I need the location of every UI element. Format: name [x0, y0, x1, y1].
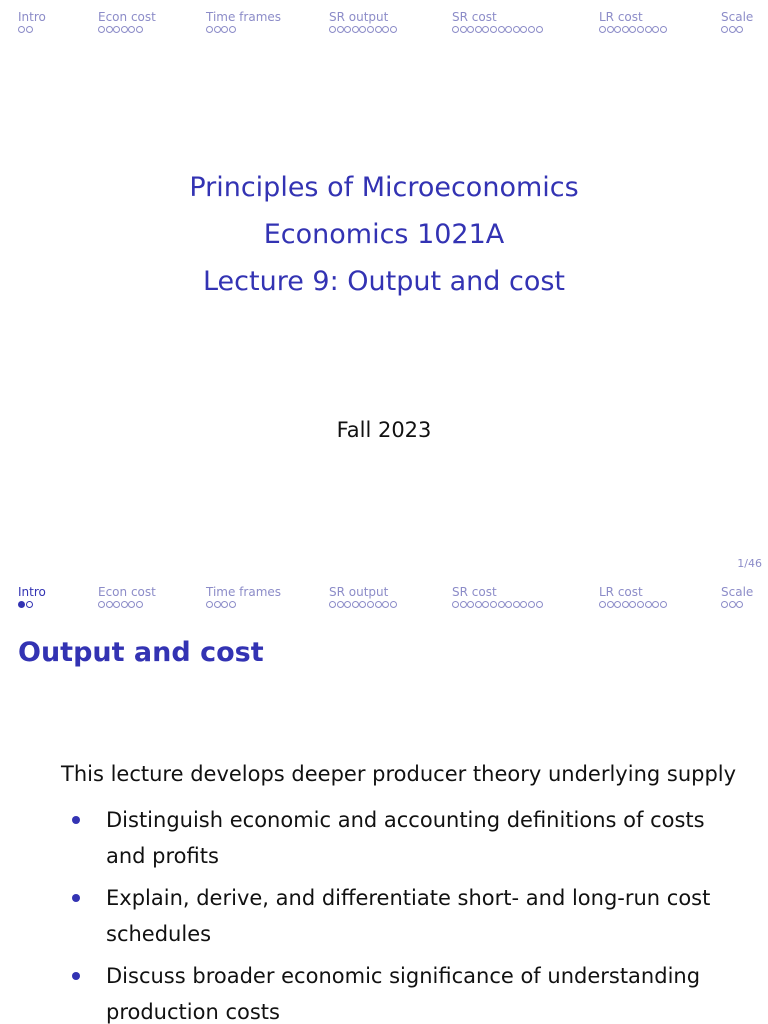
nav-section-sr-cost[interactable]: [452, 585, 543, 609]
frame-dot-icon[interactable]: [520, 601, 527, 608]
frame-dot-icon[interactable]: [128, 26, 135, 33]
list-item: [72, 802, 722, 874]
frame-dot-icon[interactable]: [513, 26, 520, 33]
page-number: 1/46: [737, 557, 762, 570]
bullet-list: [72, 802, 722, 1024]
nav-frame-dots: [452, 599, 543, 609]
frame-dot-icon[interactable]: [452, 601, 459, 608]
nav-section-label[interactable]: Scale: [721, 10, 754, 24]
nav-section-label[interactable]: SR output: [329, 10, 389, 24]
nav-section-lr-cost[interactable]: [599, 10, 667, 34]
frame-dot-icon[interactable]: [136, 26, 143, 33]
frame-dot-icon[interactable]: [536, 26, 543, 33]
presentation-title: [0, 164, 768, 305]
frame-dot-icon[interactable]: [337, 601, 344, 608]
frame-dot-icon[interactable]: [721, 26, 728, 33]
frame-dot-icon[interactable]: [482, 601, 489, 608]
frame-dot-icon[interactable]: [482, 26, 489, 33]
frame-dot-icon[interactable]: [607, 26, 614, 33]
frame-dot-icon[interactable]: [645, 26, 652, 33]
nav-section-time-frames[interactable]: [206, 10, 281, 34]
nav-section-label[interactable]: LR cost: [599, 585, 643, 599]
frame-dot-icon[interactable]: [329, 26, 336, 33]
frame-dot-icon[interactable]: [136, 601, 143, 608]
frame-dot-icon[interactable]: [614, 601, 621, 608]
frame-dot-icon[interactable]: [359, 601, 366, 608]
frame-dot-icon[interactable]: [382, 26, 389, 33]
term-date: Fall 2023: [336, 418, 432, 442]
frame-dot-icon[interactable]: [390, 26, 397, 33]
frame-dot-icon[interactable]: [652, 26, 659, 33]
frame-dot-icon[interactable]: [390, 601, 397, 608]
frame-dot-icon[interactable]: [505, 26, 512, 33]
nav-section-label[interactable]: Scale: [721, 585, 754, 599]
nav-section-label[interactable]: Time frames: [206, 585, 282, 599]
nav-section-label[interactable]: SR output: [329, 585, 389, 599]
frame-dot-icon[interactable]: [729, 601, 736, 608]
frame-dot-icon[interactable]: [528, 601, 535, 608]
nav-frame-dots: [18, 24, 46, 34]
frame-dot-icon[interactable]: [367, 26, 374, 33]
frame-dot-icon[interactable]: [352, 601, 359, 608]
frame-dot-icon[interactable]: [498, 26, 505, 33]
frame-dot-icon[interactable]: [106, 601, 113, 608]
nav-frame-dots: [599, 599, 667, 609]
nav-section-sr-output[interactable]: [329, 585, 397, 609]
nav-frame-dots: [452, 24, 543, 34]
lecture-title: Lecture 9: Output and cost: [202, 266, 566, 297]
frame-dot-icon[interactable]: [128, 601, 135, 608]
nav-frame-dots: [329, 24, 397, 34]
nav-frame-dots: [329, 599, 397, 609]
frame-dot-icon[interactable]: [214, 601, 221, 608]
frame-dot-icon[interactable]: [214, 26, 221, 33]
frame-dot-icon[interactable]: [599, 26, 606, 33]
nav-section-sr-output[interactable]: [329, 10, 397, 34]
nav-frame-dots: [599, 24, 667, 34]
frame-dot-icon[interactable]: [98, 601, 105, 608]
frame-dot-icon[interactable]: [344, 26, 351, 33]
frame-dot-icon[interactable]: [645, 601, 652, 608]
frame-dot-icon[interactable]: [729, 26, 736, 33]
frame-dot-icon[interactable]: [622, 601, 629, 608]
frame-dot-icon[interactable]: [520, 26, 527, 33]
frame-dot-icon[interactable]: [599, 601, 606, 608]
bullet-icon: [72, 972, 80, 980]
nav-section-label[interactable]: Econ cost: [98, 585, 156, 599]
nav-section-econ-cost[interactable]: [98, 585, 156, 609]
nav-frame-dots: [721, 24, 753, 34]
frame-dot-icon[interactable]: [229, 601, 236, 608]
frame-dot-icon[interactable]: [660, 601, 667, 608]
nav-section-scale[interactable]: [721, 585, 753, 609]
frame-dot-icon[interactable]: [614, 26, 621, 33]
frame-dot-icon[interactable]: [721, 601, 728, 608]
frame-dot-icon[interactable]: [367, 601, 374, 608]
frame-dot-icon[interactable]: [528, 26, 535, 33]
frame-dot-icon[interactable]: [622, 26, 629, 33]
nav-section-label[interactable]: Intro: [18, 10, 46, 24]
nav-section-econ-cost[interactable]: [98, 10, 156, 34]
frame-dot-icon[interactable]: [98, 26, 105, 33]
frame-dot-icon[interactable]: [359, 26, 366, 33]
course-number: Economics 1021A: [263, 219, 505, 250]
frame-dot-icon[interactable]: [536, 601, 543, 608]
nav-frame-dots: [18, 599, 46, 609]
content-slide: [0, 575, 768, 1024]
nav-frame-dots: [98, 24, 156, 34]
list-item: [72, 958, 722, 1024]
frame-dot-icon[interactable]: [113, 601, 120, 608]
frame-dot-icon[interactable]: [637, 26, 644, 33]
frame-dot-icon[interactable]: [375, 26, 382, 33]
frame-dot-icon[interactable]: [121, 601, 128, 608]
nav-frame-dots: [206, 599, 281, 609]
frame-dot-icon[interactable]: [467, 601, 474, 608]
frame-dot-icon[interactable]: [382, 601, 389, 608]
frame-dot-icon[interactable]: [26, 26, 33, 33]
nav-frame-dots: [721, 599, 753, 609]
frame-dot-icon[interactable]: [513, 601, 520, 608]
frame-dot-icon[interactable]: [736, 26, 743, 33]
nav-section-label[interactable]: LR cost: [599, 10, 643, 24]
frame-dot-icon[interactable]: [206, 601, 213, 608]
frame-dot-icon[interactable]: [490, 601, 497, 608]
section-navigation: [0, 10, 768, 40]
frame-dot-icon[interactable]: [660, 26, 667, 33]
bullet-text: Distinguish economic and accounting definitions of costs and profits: [106, 808, 705, 868]
bullet-text: Discuss broader economic significance of understanding production costs: [106, 964, 701, 1024]
frame-dot-icon[interactable]: [475, 26, 482, 33]
nav-section-lr-cost[interactable]: [599, 585, 667, 609]
nav-section-intro[interactable]: [18, 10, 46, 34]
frame-dot-icon[interactable]: [460, 26, 467, 33]
nav-section-label[interactable]: SR cost: [452, 10, 497, 24]
frame-dot-icon[interactable]: [629, 26, 636, 33]
bullet-icon: [72, 816, 80, 824]
frame-dot-icon[interactable]: [629, 601, 636, 608]
frame-dot-icon[interactable]: [652, 601, 659, 608]
nav-section-time-frames[interactable]: [206, 585, 281, 609]
frame-dot-icon[interactable]: [337, 26, 344, 33]
frame-dot-icon[interactable]: [452, 26, 459, 33]
intro-sentence: This lecture develops deeper producer theory underlying supply: [61, 762, 737, 786]
nav-section-label[interactable]: Intro: [18, 585, 46, 599]
frame-dot-icon[interactable]: [498, 601, 505, 608]
frame-dot-icon[interactable]: [352, 26, 359, 33]
bullet-text: Explain, derive, and differentiate short- and long-run cost schedules: [106, 886, 711, 946]
bullet-icon: [72, 894, 80, 902]
nav-section-sr-cost[interactable]: [452, 10, 543, 34]
nav-section-label[interactable]: Time frames: [206, 10, 282, 24]
list-item: [72, 880, 722, 952]
frame-dot-icon[interactable]: [18, 26, 25, 33]
frame-title: Output and cost: [18, 637, 264, 668]
frame-dot-icon[interactable]: [637, 601, 644, 608]
frame-dot-icon[interactable]: [475, 601, 482, 608]
nav-section-label[interactable]: Econ cost: [98, 10, 156, 24]
course-title: Principles of Microeconomics: [189, 172, 579, 203]
frame-dot-icon[interactable]: [121, 26, 128, 33]
nav-frame-dots: [98, 599, 156, 609]
nav-section-scale[interactable]: [721, 10, 753, 34]
nav-section-intro[interactable]: [18, 585, 46, 609]
nav-section-label[interactable]: SR cost: [452, 585, 497, 599]
frame-dot-icon[interactable]: [467, 26, 474, 33]
nav-frame-dots: [206, 24, 281, 34]
frame-dot-icon[interactable]: [18, 601, 25, 608]
frame-dot-icon[interactable]: [460, 601, 467, 608]
frame-dot-icon[interactable]: [221, 601, 228, 608]
frame-dot-icon[interactable]: [26, 601, 33, 608]
frame-dot-icon[interactable]: [736, 601, 743, 608]
frame-dot-icon[interactable]: [106, 26, 113, 33]
frame-dot-icon[interactable]: [206, 26, 213, 33]
frame-dot-icon[interactable]: [229, 26, 236, 33]
frame-dot-icon[interactable]: [607, 601, 614, 608]
frame-dot-icon[interactable]: [344, 601, 351, 608]
frame-dot-icon[interactable]: [329, 601, 336, 608]
frame-dot-icon[interactable]: [113, 26, 120, 33]
section-navigation: [0, 585, 768, 615]
frame-dot-icon[interactable]: [375, 601, 382, 608]
frame-dot-icon[interactable]: [221, 26, 228, 33]
frame-dot-icon[interactable]: [505, 601, 512, 608]
frame-dot-icon[interactable]: [490, 26, 497, 33]
